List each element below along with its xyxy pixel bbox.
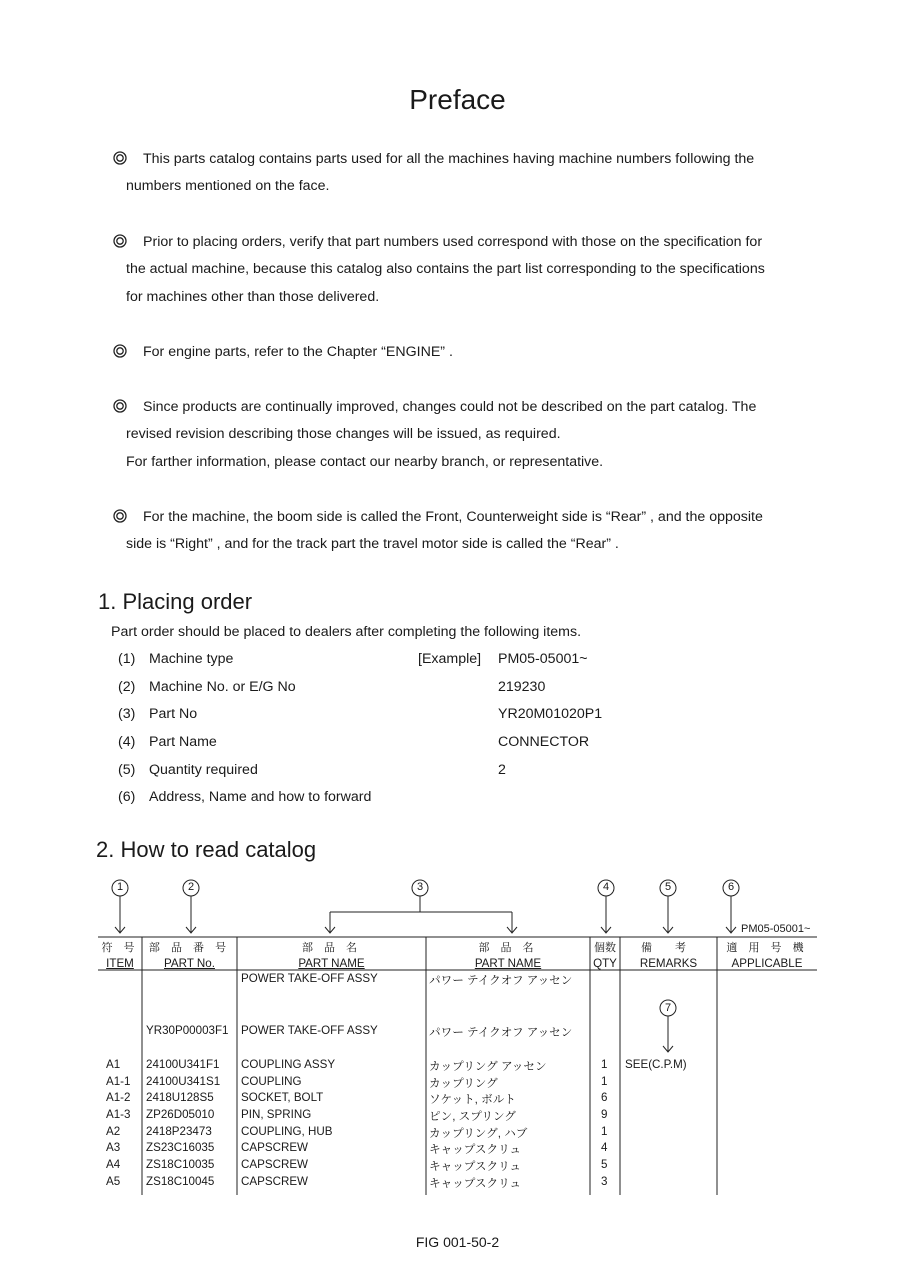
callout-5-label: 5 — [664, 881, 672, 893]
order-item — [118, 734, 217, 754]
section-heading-how-to-read: 2. How to read catalog — [96, 837, 317, 862]
cell-name-jp: キャップスクリュ — [429, 1160, 521, 1173]
order-item-number: (3) — [118, 706, 136, 722]
cell-item: A1-2 — [106, 1091, 131, 1104]
header-part-name-en: PART NAME — [298, 957, 365, 970]
order-item-value: CONNECTOR — [498, 734, 590, 750]
header-applicable-jp: 適 用 号 機 — [726, 942, 808, 954]
paragraph-line: For engine parts, refer to the Chapter “ENGINE” . — [113, 339, 833, 366]
paragraph-line: for machines other than those delivered. — [126, 288, 380, 305]
cell-name-jp: パワー テイクオフ アッセン — [429, 1026, 573, 1039]
order-item — [118, 762, 258, 782]
order-item-number: (5) — [118, 762, 136, 778]
cell-name-en: POWER TAKE-OFF ASSY — [241, 1024, 378, 1037]
header-part-no-jp: 部 品 番 号 — [148, 942, 231, 954]
order-item-value: YR20M01020P1 — [498, 706, 603, 722]
order-item-number: (2) — [118, 679, 136, 695]
cell-item: A2 — [106, 1125, 121, 1138]
double-circle-icon — [113, 344, 127, 358]
placing-order-intro: Part order should be placed to dealers after completing the following items. — [111, 624, 582, 640]
cell-part-no: ZS23C16035 — [146, 1141, 215, 1154]
order-item-number: (6) — [118, 789, 136, 805]
cell-name-en: COUPLING, HUB — [241, 1125, 333, 1138]
cell-remarks: SEE(C.P.M) — [625, 1058, 687, 1071]
cell-qty: 6 — [601, 1091, 608, 1104]
preface-paragraph-3 — [113, 339, 833, 366]
callout-2-label: 2 — [187, 881, 195, 893]
figure-number: FIG 001-50-2 — [415, 1234, 500, 1250]
cell-part-no: 2418P23473 — [146, 1125, 212, 1138]
cell-qty: 1 — [601, 1125, 608, 1138]
callout-7-label: 7 — [664, 1002, 672, 1014]
section-heading-placing-order: 1. Placing order — [98, 589, 253, 614]
header-part-no-en: PART No. — [164, 957, 215, 970]
header-part-name-jp: 部 品 名 — [301, 942, 362, 954]
header-qty-jp: 個数 — [594, 942, 616, 954]
order-item-label: Quantity required — [149, 762, 258, 778]
callout-4-label: 4 — [602, 881, 610, 893]
cell-qty: 3 — [601, 1175, 608, 1188]
cell-part-no: YR30P00003F1 — [146, 1024, 229, 1037]
cell-name-jp: キャップスクリュ — [429, 1143, 521, 1156]
order-item — [118, 706, 197, 726]
cell-name-jp: ピン, スプリング — [429, 1110, 516, 1123]
cell-name-en: COUPLING — [241, 1075, 302, 1088]
cell-part-no: 24100U341F1 — [146, 1058, 220, 1071]
cell-name-en: SOCKET, BOLT — [241, 1091, 324, 1104]
paragraph-line: the actual machine, because this catalog also contains the part list corresponding to the specifications — [126, 261, 765, 278]
header-item-jp: 符 号 — [101, 942, 139, 954]
applicable-code: PM05-05001~ — [741, 923, 811, 935]
cell-name-en: CAPSCREW — [241, 1175, 308, 1188]
cell-name-en: CAPSCREW — [241, 1141, 308, 1154]
double-circle-icon — [113, 151, 127, 165]
order-item-number: (4) — [118, 734, 136, 750]
paragraph-line: This parts catalog contains parts used for all the machines having machine numbers following the — [113, 146, 833, 173]
header-part-name-en-2: PART NAME — [474, 957, 542, 970]
order-item — [118, 679, 296, 699]
header-applicable-en: APPLICABLE — [731, 957, 803, 970]
cell-name-en: CAPSCREW — [241, 1158, 308, 1171]
cell-name-jp: カップリング アッセン — [429, 1060, 547, 1073]
cell-name-jp: パワー テイクオフ アッセン — [429, 974, 573, 987]
order-item-label: Machine No. or E/G No — [149, 679, 296, 695]
order-item — [118, 789, 371, 809]
paragraph-line: numbers mentioned on the face. — [126, 178, 330, 195]
cell-qty: 9 — [601, 1108, 608, 1121]
example-label: [Example] — [418, 651, 482, 667]
order-item-value: 2 — [498, 762, 506, 778]
paragraph-line: side is “Right” , and for the track part the travel motor side is called the “Rear” . — [126, 536, 619, 553]
preface-paragraph-4 — [113, 394, 833, 476]
order-item-label: Machine type — [149, 651, 234, 667]
order-item-label: Part No — [149, 706, 198, 722]
cell-item: A1 — [106, 1058, 121, 1071]
order-item-label: Part Name — [149, 734, 217, 750]
cell-name-jp: ソケット, ボルト — [429, 1093, 516, 1106]
cell-name-jp: カップリング, ハブ — [429, 1127, 528, 1140]
preface-paragraph-1 — [113, 146, 833, 201]
header-remarks-en: REMARKS — [639, 957, 698, 970]
order-item-number: (1) — [118, 651, 136, 667]
cell-qty: 1 — [601, 1075, 608, 1088]
cell-item: A1-1 — [106, 1075, 131, 1088]
callout-6-label: 6 — [727, 881, 735, 893]
cell-item: A4 — [106, 1158, 121, 1171]
cell-part-no: ZS18C10045 — [146, 1175, 215, 1188]
order-item-label: Address, Name and how to forward — [149, 789, 372, 805]
header-part-name-jp-2: 部 品 名 — [478, 942, 538, 954]
cell-item: A3 — [106, 1141, 121, 1154]
double-circle-icon — [113, 234, 127, 248]
cell-part-no: ZS18C10035 — [146, 1158, 215, 1171]
cell-qty: 1 — [601, 1058, 608, 1071]
cell-item: A5 — [106, 1175, 121, 1188]
cell-part-no: 2418U128S5 — [146, 1091, 214, 1104]
cell-qty: 4 — [601, 1141, 608, 1154]
cell-part-no: ZP26D05010 — [146, 1108, 215, 1121]
header-remarks-jp: 備 考 — [640, 942, 697, 954]
cell-name-en: POWER TAKE-OFF ASSY — [241, 972, 378, 985]
cell-name-en: COUPLING ASSY — [241, 1058, 336, 1071]
cell-name-en: PIN, SPRING — [241, 1108, 312, 1121]
cell-name-jp: カップリング — [429, 1077, 498, 1090]
page-title: Preface — [409, 84, 506, 115]
paragraph-line: Prior to placing orders, verify that part numbers used correspond with those on the specification for — [113, 229, 833, 256]
cell-name-jp: キャップスクリュ — [429, 1177, 521, 1190]
cell-item: A1-3 — [106, 1108, 131, 1121]
header-qty-en: QTY — [593, 957, 617, 970]
preface-paragraph-2 — [113, 229, 833, 311]
paragraph-line: revised revision describing those changes will be issued, as required. — [126, 426, 561, 443]
double-circle-icon — [113, 399, 127, 413]
cell-qty: 5 — [601, 1158, 608, 1171]
double-circle-icon — [113, 509, 127, 523]
paragraph-line: For the machine, the boom side is called the Front, Counterweight side is “Rear” , and the opposite — [113, 504, 833, 531]
callout-1-label: 1 — [116, 881, 124, 893]
order-item-value: 219230 — [498, 679, 546, 695]
paragraph-line: For farther information, please contact our nearby branch, or representative. — [126, 453, 604, 470]
order-item — [118, 651, 233, 671]
cell-part-no: 24100U341S1 — [146, 1075, 221, 1088]
paragraph-line: Since products are continually improved, changes could not be described on the part catalog. The — [113, 394, 833, 421]
preface-paragraph-5 — [113, 504, 833, 559]
order-item-value: PM05-05001~ — [498, 651, 588, 667]
callout-3-label: 3 — [416, 881, 424, 893]
header-item-en: ITEM — [106, 957, 134, 970]
